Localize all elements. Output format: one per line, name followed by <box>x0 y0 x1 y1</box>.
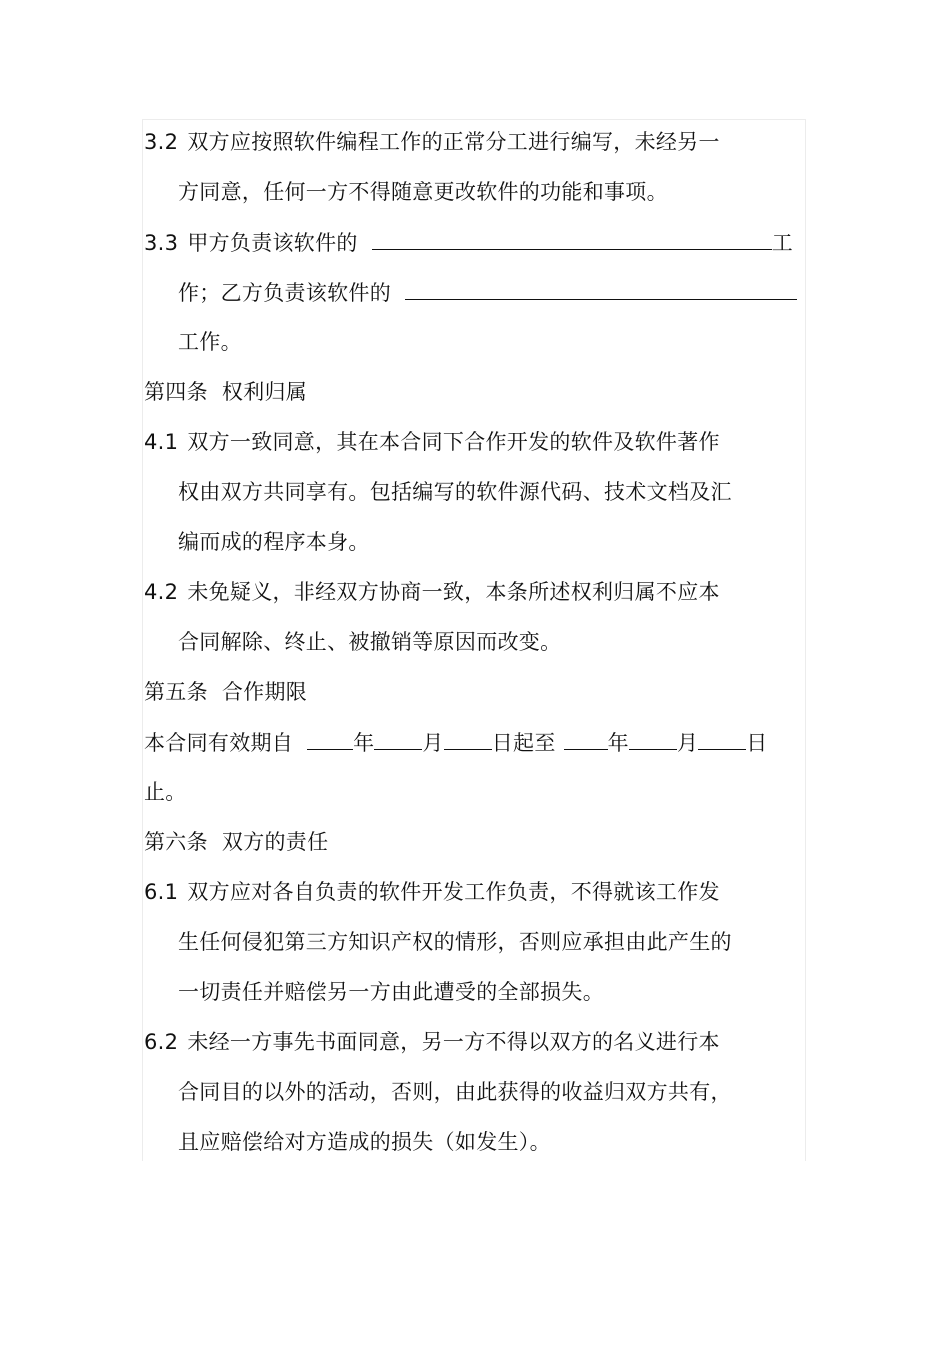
clause-text: 一切责任并赔偿另一方由此遭受的全部损失。 <box>178 980 604 1004</box>
blank-end-year[interactable] <box>564 728 608 750</box>
clause-4-2-line-1 <box>144 578 720 606</box>
clause-4-1-line-1 <box>144 428 720 456</box>
clause-6-1-line-2 <box>178 928 732 956</box>
clause-text: 双方一致同意，其在本合同下合作开发的软件及软件著作 <box>187 430 720 454</box>
clause-3-2-line-1 <box>144 128 720 156</box>
clause-6-1-line-3 <box>178 978 604 1006</box>
clause-6-2-line-3 <box>178 1128 551 1156</box>
clause-text: 工 <box>771 231 794 255</box>
term-line <box>144 728 768 757</box>
clause-number: 3.3 <box>144 231 179 255</box>
blank-end-day[interactable] <box>698 728 746 750</box>
clause-number: 6.1 <box>144 880 179 904</box>
term-line-end <box>144 778 187 806</box>
clause-3-2-line-2 <box>178 178 668 206</box>
blank-start-year[interactable] <box>307 728 353 750</box>
month-label: 月 <box>676 731 699 755</box>
article-number: 第六条 <box>144 830 208 854</box>
clause-text: 未免疑义，非经双方协商一致，本条所述权利归属不应本 <box>187 580 720 604</box>
clause-text: 甲方负责该软件的 <box>187 231 358 255</box>
blank-start-day[interactable] <box>444 728 492 750</box>
article-6-heading <box>144 828 328 856</box>
clause-4-1-line-2 <box>178 478 732 506</box>
blank-end-month[interactable] <box>629 728 677 750</box>
clause-3-3-line-2 <box>178 278 797 307</box>
article-title: 双方的责任 <box>221 830 329 854</box>
clause-text: 合同目的以外的活动，否则，由此获得的收益归双方共有， <box>178 1080 732 1104</box>
clause-text: 未经一方事先书面同意，另一方不得以双方的名义进行本 <box>187 1030 720 1054</box>
clause-number: 4.1 <box>144 430 179 454</box>
day-end-label: 日 <box>746 731 768 755</box>
clause-3-3-line-1 <box>144 228 793 257</box>
clause-number: 3.2 <box>144 130 179 154</box>
clause-3-3-line-3 <box>178 328 242 356</box>
day-start-label: 日起至 <box>491 731 556 755</box>
article-5-heading <box>144 678 307 706</box>
clause-text: 合同解除、终止、被撤销等原因而改变。 <box>178 630 562 654</box>
clause-number: 4.2 <box>144 580 179 604</box>
month-label: 月 <box>422 731 444 755</box>
clause-4-1-line-3 <box>178 528 370 556</box>
term-end: 止。 <box>144 780 187 804</box>
clause-text: 权由双方共同享有。包括编写的软件源代码、技术文档及汇 <box>178 480 732 504</box>
year-label: 年 <box>353 731 375 755</box>
article-number: 第五条 <box>144 680 208 704</box>
clause-text: 编而成的程序本身。 <box>178 530 370 554</box>
blank-line-party-b-work[interactable] <box>405 278 797 300</box>
article-number: 第四条 <box>144 380 208 404</box>
article-title: 权利归属 <box>221 380 308 404</box>
clause-number: 6.2 <box>144 1030 179 1054</box>
clause-text: 且应赔偿给对方造成的损失（如发生）。 <box>178 1130 551 1154</box>
clause-text: 生任何侵犯第三方知识产权的情形，否则应承担由此产生的 <box>178 930 732 954</box>
clause-text: 工作。 <box>178 330 242 354</box>
blank-start-month[interactable] <box>374 728 422 750</box>
clause-text: 双方应按照软件编程工作的正常分工进行编写，未经另一 <box>187 130 720 154</box>
article-title: 合作期限 <box>221 680 308 704</box>
clause-6-2-line-2 <box>178 1078 732 1106</box>
article-4-heading <box>144 378 307 406</box>
term-prefix: 本合同有效期自 <box>144 731 294 755</box>
clause-text: 方同意，任何一方不得随意更改软件的功能和事项。 <box>178 180 668 204</box>
clause-4-2-line-2 <box>178 628 561 656</box>
year-label: 年 <box>607 731 629 755</box>
clause-6-2-line-1 <box>144 1028 720 1056</box>
clause-text: 作；乙方负责该软件的 <box>178 281 391 305</box>
clause-text: 双方应对各自负责的软件开发工作负责，不得就该工作发 <box>187 880 720 904</box>
blank-line-party-a-work[interactable] <box>372 228 772 250</box>
clause-6-1-line-1 <box>144 878 720 906</box>
